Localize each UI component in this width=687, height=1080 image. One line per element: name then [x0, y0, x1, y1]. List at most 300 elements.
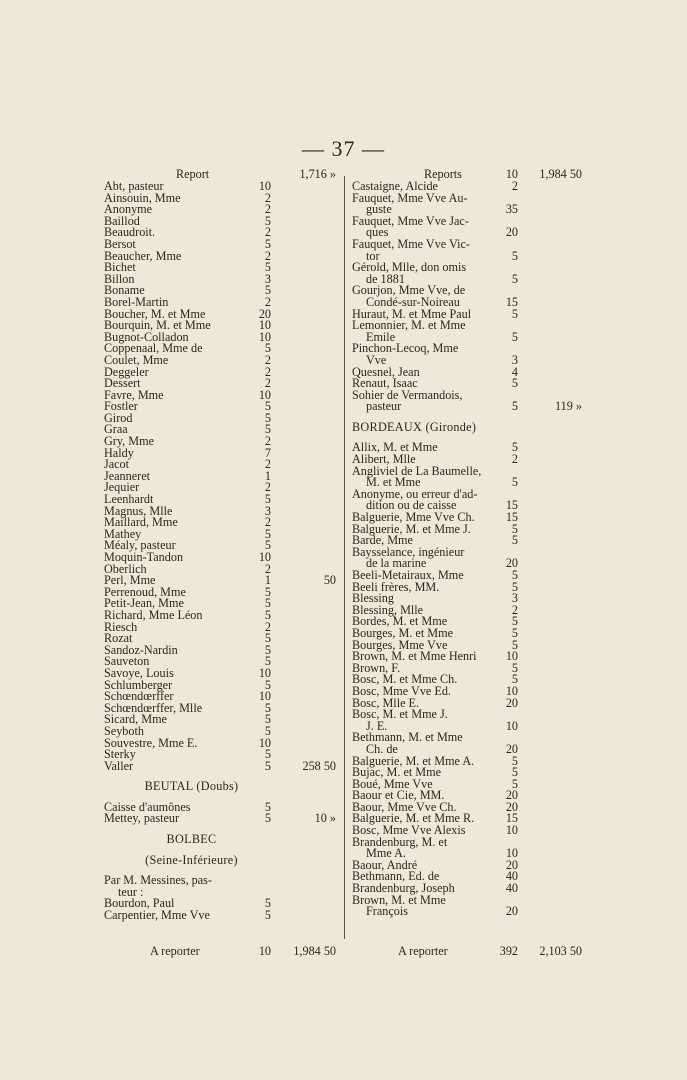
entry-sum	[518, 871, 588, 883]
entry-name: Sohier de Vermandois,	[352, 387, 463, 402]
entry-sum	[518, 355, 588, 367]
entry-sum	[518, 524, 588, 536]
entry-sum	[518, 605, 588, 617]
entry-sum: 1,984 50	[539, 167, 582, 181]
list-item	[352, 343, 588, 355]
entry-name: Quesnel, Jean	[352, 364, 420, 379]
entry-amount: 20	[505, 695, 518, 710]
entry-name: Condé-sur-Noireau	[366, 294, 460, 309]
entry-name: Baour et Cie, MM.	[352, 788, 445, 803]
entry-sum	[518, 489, 588, 501]
list-item	[104, 735, 342, 750]
entry-amount: 5	[511, 306, 518, 321]
entry-amount: 20	[505, 741, 518, 756]
entry-name: J. E.	[366, 718, 388, 733]
entry-name: Sicard, Mme	[104, 712, 167, 727]
entry-name: guste	[366, 202, 392, 217]
entry-sum	[518, 570, 588, 582]
entry-name: Fauquet, Mme Vve Jac-	[352, 213, 469, 228]
section-heading: BOLBEC	[166, 832, 217, 847]
entry-name: Borel-Martin	[104, 294, 169, 309]
entry-name: François	[366, 904, 408, 919]
section-heading: BORDEAUX (Gironde)	[352, 419, 477, 434]
entry-name: M. et Mme	[366, 475, 421, 490]
entry-sum	[271, 738, 342, 750]
footer-label: A reporter	[398, 944, 448, 958]
entry-sum: 258 50	[302, 758, 336, 773]
entry-name: Schœndœrffer, Mlle	[104, 700, 203, 715]
entry-amount: 5	[264, 908, 271, 923]
entry-name: Beaudroit.	[104, 225, 156, 240]
entry-name: teur :	[118, 884, 144, 899]
entry-sum	[271, 680, 342, 692]
entry-sum	[518, 547, 588, 559]
entry-amount: 1	[264, 573, 271, 588]
entry-sum	[271, 343, 342, 355]
list-item	[104, 910, 342, 922]
entry-amount: 2	[511, 179, 518, 193]
entry-amount: 5	[264, 283, 271, 298]
entry-name: Barde, Mme	[352, 533, 413, 548]
entry-name: ques	[366, 225, 389, 240]
entry-amount: 5	[511, 765, 518, 780]
entry-amount: 5	[264, 213, 271, 228]
entry-sum	[518, 251, 588, 263]
entry-amount: 5	[511, 625, 518, 640]
entry-amount: 5	[511, 637, 518, 652]
entry-amount: 20	[505, 904, 518, 919]
entry-name: Savoye, Louis	[104, 665, 174, 680]
entry-name: Coppenaal, Mme de	[104, 341, 203, 356]
entry-name: Brown, M. et Mme	[352, 892, 446, 907]
entry-amount: 15	[505, 510, 518, 525]
entry-name: Bourges, M. et Mme	[352, 625, 453, 640]
entry-sum	[518, 262, 588, 274]
entry-amount: 5	[264, 654, 271, 669]
entry-sum	[271, 598, 342, 610]
entry-name: Mme A.	[366, 846, 406, 861]
entry-name: Bersot	[104, 236, 136, 251]
list-item	[104, 607, 342, 622]
entry-amount: 20	[505, 788, 518, 803]
entry-sum	[518, 367, 588, 379]
entry-name: Oberlich	[104, 561, 147, 576]
entry-amount: 2	[264, 434, 271, 449]
entry-amount: 2	[264, 190, 271, 205]
entry-name: Brandenburg, Joseph	[352, 881, 455, 896]
entry-amount	[249, 875, 271, 887]
entry-sum	[518, 320, 588, 332]
entry-name: Jequier	[104, 480, 140, 495]
entry-name: Bosc, Mme Vve Alexis	[352, 823, 466, 838]
entry-name: Gry, Mme	[104, 434, 154, 449]
entry-name: Vve	[366, 352, 387, 367]
entry-name: dition ou de caisse	[366, 498, 457, 513]
entry-name: Fauquet, Mme Vve Vic-	[352, 236, 470, 251]
entry-name: Perrenoud, Mme	[104, 584, 186, 599]
entry-sum	[271, 297, 342, 309]
entry-name: Beaucher, Mme	[104, 248, 182, 263]
entry-sum	[271, 355, 342, 367]
entry-sum	[271, 204, 342, 216]
entry-sum	[518, 895, 588, 907]
list-item	[104, 227, 342, 239]
entry-sum	[271, 668, 342, 680]
footer-label: A reporter	[150, 944, 200, 958]
entry-sum	[518, 535, 588, 547]
entry-name: Brown, F.	[352, 660, 401, 675]
entry-name: Bourges, Mme Vve	[352, 637, 448, 652]
footer-sum: 2,103 50	[539, 944, 582, 958]
entry-sum	[271, 390, 342, 402]
entry-sum	[518, 297, 588, 309]
entry-sum	[271, 622, 342, 634]
entry-sum	[271, 506, 342, 518]
entry-amount: 10	[258, 689, 271, 704]
entry-sum	[518, 813, 588, 825]
entry-amount: 2	[264, 515, 271, 530]
entry-amount: 10	[505, 846, 518, 861]
entry-name: Sauveton	[104, 654, 150, 669]
entry-name: Schœndœrffer	[104, 689, 174, 704]
entry-name: Lemonnier, M. et Mme	[352, 318, 466, 333]
entry-sum	[518, 756, 588, 768]
entry-amount: 5	[264, 747, 271, 762]
entry-amount: 5	[511, 475, 518, 490]
entry-sum	[518, 593, 588, 605]
entry-sum	[271, 413, 342, 425]
entry-name: Pinchon-Lecoq, Mme	[352, 341, 459, 356]
entry-sum	[518, 512, 588, 524]
entry-sum	[518, 825, 588, 837]
entry-name: Schlumberger	[104, 677, 173, 692]
entry-amount: 7	[264, 445, 271, 460]
entry-amount: 5	[264, 538, 271, 553]
entry-sum	[518, 274, 588, 286]
entry-sum	[271, 274, 342, 286]
entry-name: Bethmann, M. et Mme	[352, 730, 463, 745]
entry-sum	[271, 424, 342, 436]
entry-sum	[518, 239, 588, 251]
entry-amount: 5	[264, 712, 271, 727]
entry-amount: 5	[511, 776, 518, 791]
entry-amount: 20	[505, 556, 518, 571]
list-item	[104, 387, 342, 402]
entry-amount: 40	[505, 881, 518, 896]
entry-name: Brandenburg, M. et	[352, 834, 448, 849]
entry-amount: 5	[511, 271, 518, 286]
entry-name: Anonyme, ou erreur d'ad-	[352, 486, 478, 501]
entry-sum	[271, 714, 342, 726]
entry-name: Bugnot-Colladon	[104, 329, 189, 344]
entry-amount: 2	[264, 202, 271, 217]
entry-name: Riesch	[104, 619, 138, 634]
entry-sum: 50	[323, 573, 336, 588]
entry-name: Caisse d'aumônes	[104, 799, 191, 814]
entry-sum	[271, 587, 342, 599]
entry-sum	[271, 181, 342, 193]
list-item	[104, 619, 342, 634]
left-column	[104, 167, 342, 922]
entry-name: Reports	[424, 167, 462, 181]
entry-sum	[271, 436, 342, 448]
entry-sum	[518, 582, 588, 594]
entry-sum	[518, 204, 588, 216]
list-item	[104, 248, 342, 263]
entry-name: Bordes, M. et Mme	[352, 614, 448, 629]
column-divider	[344, 176, 345, 939]
entry-sum	[271, 320, 342, 332]
entry-amount: 5	[264, 642, 271, 657]
entry-name: Angliviel de La Baumelle,	[352, 463, 482, 478]
entry-sum	[518, 477, 588, 489]
entry-sum	[518, 767, 588, 779]
entry-sum	[271, 656, 342, 668]
entry-sum	[271, 726, 342, 738]
entry-amount: 20	[505, 857, 518, 872]
entry-sum: 10 »	[314, 811, 336, 826]
entry-sum	[518, 744, 588, 756]
entry-sum	[271, 529, 342, 541]
list-item	[104, 758, 342, 773]
entry-amount: 5	[511, 672, 518, 687]
entry-amount: 10	[505, 718, 518, 733]
entry-sum	[271, 540, 342, 552]
entry-sum	[518, 616, 588, 628]
entry-sum	[271, 887, 342, 899]
entry-amount: 10	[258, 329, 271, 344]
entry-name: Mathey	[104, 526, 142, 541]
entry-name: Baillod	[104, 213, 140, 228]
entry-sum	[518, 378, 588, 390]
list-item	[352, 709, 588, 721]
entry-name: Dessert	[104, 376, 141, 391]
entry-name: Baour, Mme Vve Ch.	[352, 799, 457, 814]
entry-sum	[518, 216, 588, 228]
entry-sum	[518, 698, 588, 710]
entry-sum	[271, 494, 342, 506]
entry-amount: 5	[264, 758, 271, 773]
entry-name: Carpentier, Mme Vve	[104, 908, 210, 923]
entry-name: Richard, Mme Léon	[104, 607, 203, 622]
left-footer-row	[104, 944, 342, 959]
entry-name: Deggeler	[104, 364, 149, 379]
entry-amount: 20	[505, 225, 518, 240]
right-column	[352, 167, 588, 918]
entry-name: Bourquin, M. et Mme	[104, 318, 211, 333]
entry-name: Bichet	[104, 260, 136, 275]
entry-amount: 2	[264, 480, 271, 495]
entry-name: pasteur	[366, 399, 402, 414]
entry-sum: 119 »	[555, 399, 582, 414]
entry-amount: 5	[264, 607, 271, 622]
entry-amount: 5	[511, 248, 518, 263]
entry-amount: 10	[505, 683, 518, 698]
entry-amount: 5	[264, 677, 271, 692]
entry-amount: 2	[511, 452, 518, 467]
entry-amount: 3	[264, 271, 271, 286]
entry-amount: 5	[264, 700, 271, 715]
entry-sum	[518, 309, 588, 321]
entry-name: Balguerie, Mme Vve Ch.	[352, 510, 475, 525]
entry-name: de la marine	[366, 556, 427, 571]
entry-name: Allix, M. et Mme	[352, 440, 438, 455]
entry-name: Par M. Messines, pas-	[104, 873, 212, 888]
entry-amount: 5	[264, 399, 271, 414]
entry-name: Baysselance, ingénieur	[352, 544, 465, 559]
footer-sum: 1,984 50	[293, 944, 336, 958]
entry-sum	[518, 837, 588, 849]
footer-amount: 392	[499, 944, 518, 958]
entry-amount: 3	[511, 591, 518, 606]
entry-amount: 5	[264, 236, 271, 251]
entry-name: Alibert, Mlle	[352, 452, 416, 467]
entry-amount: 5	[511, 753, 518, 768]
entry-sum	[271, 309, 342, 321]
entry-sum	[518, 860, 588, 872]
entry-sum	[271, 401, 342, 413]
spacer	[104, 825, 342, 834]
entry-name: Souvestre, Mme E.	[104, 735, 198, 750]
entry-sum	[518, 454, 588, 466]
entry-sum	[518, 663, 588, 675]
entry-name: Girod	[104, 410, 133, 425]
entry-sum	[271, 285, 342, 297]
entry-amount: 2	[264, 561, 271, 576]
entry-name: Castaigne, Alcide	[352, 179, 438, 193]
entry-sum	[518, 181, 588, 193]
entry-amount: 5	[264, 799, 271, 814]
list-item	[352, 401, 588, 413]
entry-sum	[271, 378, 342, 390]
entry-name: Blessing	[352, 591, 394, 606]
list-item	[352, 236, 588, 251]
list-item	[104, 813, 342, 825]
entry-sum	[518, 500, 588, 512]
entry-amount: 5	[264, 260, 271, 275]
list-item	[104, 436, 342, 448]
footer-amount: 10	[258, 944, 271, 958]
entry-sum	[271, 239, 342, 251]
entry-name: Report	[176, 167, 210, 181]
list-item	[104, 410, 342, 425]
entry-amount: 5	[264, 596, 271, 611]
entry-amount: 2	[511, 602, 518, 617]
entry-sum	[518, 790, 588, 802]
entry-amount: 5	[511, 614, 518, 629]
entry-amount: 5	[264, 410, 271, 425]
entry-amount: 5	[264, 422, 271, 437]
page-number: — 37 —	[302, 136, 385, 161]
bolbec-heading	[104, 834, 342, 846]
entry-name: Mettey, pasteur	[104, 811, 180, 826]
entry-amount: 3	[264, 503, 271, 518]
entry-amount: 5	[511, 329, 518, 344]
entry-name: Méaly, pasteur	[104, 538, 176, 553]
entry-sum	[271, 703, 342, 715]
entry-amount: 2	[264, 457, 271, 472]
entry-name: Bourdon, Paul	[104, 896, 175, 911]
entry-name: Petit-Jean, Mme	[104, 596, 184, 611]
entry-name: Boucher, M. et Mme	[104, 306, 206, 321]
entry-sum	[271, 459, 342, 471]
entry-amount: 5	[511, 579, 518, 594]
entry-amount: 20	[258, 306, 271, 321]
entry-amount: 10	[505, 823, 518, 838]
entry-sum	[271, 875, 342, 887]
entry-name: tor	[366, 248, 380, 263]
entry-name: Brown, M. et Mme Henri	[352, 649, 477, 664]
entry-name: Anonyme	[104, 202, 153, 217]
entry-sum	[271, 332, 342, 344]
entry-amount: 15	[505, 498, 518, 513]
entry-sum	[271, 216, 342, 228]
entry-amount: 2	[264, 294, 271, 309]
entry-name: Beeli frères, MM.	[352, 579, 440, 594]
entry-amount: 5	[264, 723, 271, 738]
entry-sum	[271, 645, 342, 657]
entry-sum	[518, 466, 588, 478]
entry-amount: 5	[511, 568, 518, 582]
entry-name: Gourjon, Mme Vve, de	[352, 283, 466, 298]
entry-name: Bujac, M. et Mme	[352, 765, 442, 780]
bolbec-subheading	[104, 852, 342, 867]
entry-name: Boname	[104, 283, 145, 298]
list-item	[104, 468, 342, 483]
entry-name: Emile	[366, 329, 396, 344]
entry-amount: 2	[264, 352, 271, 367]
section-heading: BEUTAL (Doubs)	[144, 779, 239, 794]
entry-amount: 1	[264, 468, 271, 483]
entry-sum	[271, 633, 342, 645]
entry-name: Fauquet, Mme Vve Au-	[352, 190, 468, 205]
entry-sum	[518, 640, 588, 652]
entry-amount: 5	[264, 341, 271, 356]
entry-sum	[518, 651, 588, 663]
entry-amount: 5	[264, 896, 271, 911]
entry-name: Bosc, M. et Mme Ch.	[352, 672, 458, 687]
entry-sum	[271, 910, 342, 922]
entry-name: Ch. de	[366, 741, 398, 756]
entry-amount: 35	[505, 202, 518, 217]
entry-sum	[271, 691, 342, 703]
beutal-heading	[104, 781, 342, 793]
entry-name: Sterky	[104, 747, 136, 762]
entry-sum	[518, 227, 588, 239]
entry-amount: 2	[264, 364, 271, 379]
entry-sum	[518, 732, 588, 744]
entry-name: Seyboth	[104, 723, 144, 738]
entry-amount: 10	[258, 735, 271, 750]
entry-amount: 2	[264, 619, 271, 634]
entry-name: Renaut, Isaac	[352, 376, 418, 391]
entry-amount: 2	[264, 376, 271, 391]
entry-name: Balguerie, M. et Mme J.	[352, 521, 471, 536]
entry-sum	[518, 848, 588, 860]
entry-name: Graa	[104, 422, 128, 437]
entry-sum	[271, 227, 342, 239]
entry-sum	[518, 193, 588, 205]
entry-sum	[271, 898, 342, 910]
entry-name: Magnus, Mlle	[104, 503, 173, 518]
entry-amount: 4	[511, 364, 518, 379]
entry-name: Boué, Mme Vve	[352, 776, 433, 791]
entry-amount: 10	[258, 179, 271, 193]
entry-sum	[518, 285, 588, 297]
entry-name: Favre, Mme	[104, 387, 164, 402]
entry-amount: 15	[505, 294, 518, 309]
entry-amount: 15	[505, 811, 518, 826]
